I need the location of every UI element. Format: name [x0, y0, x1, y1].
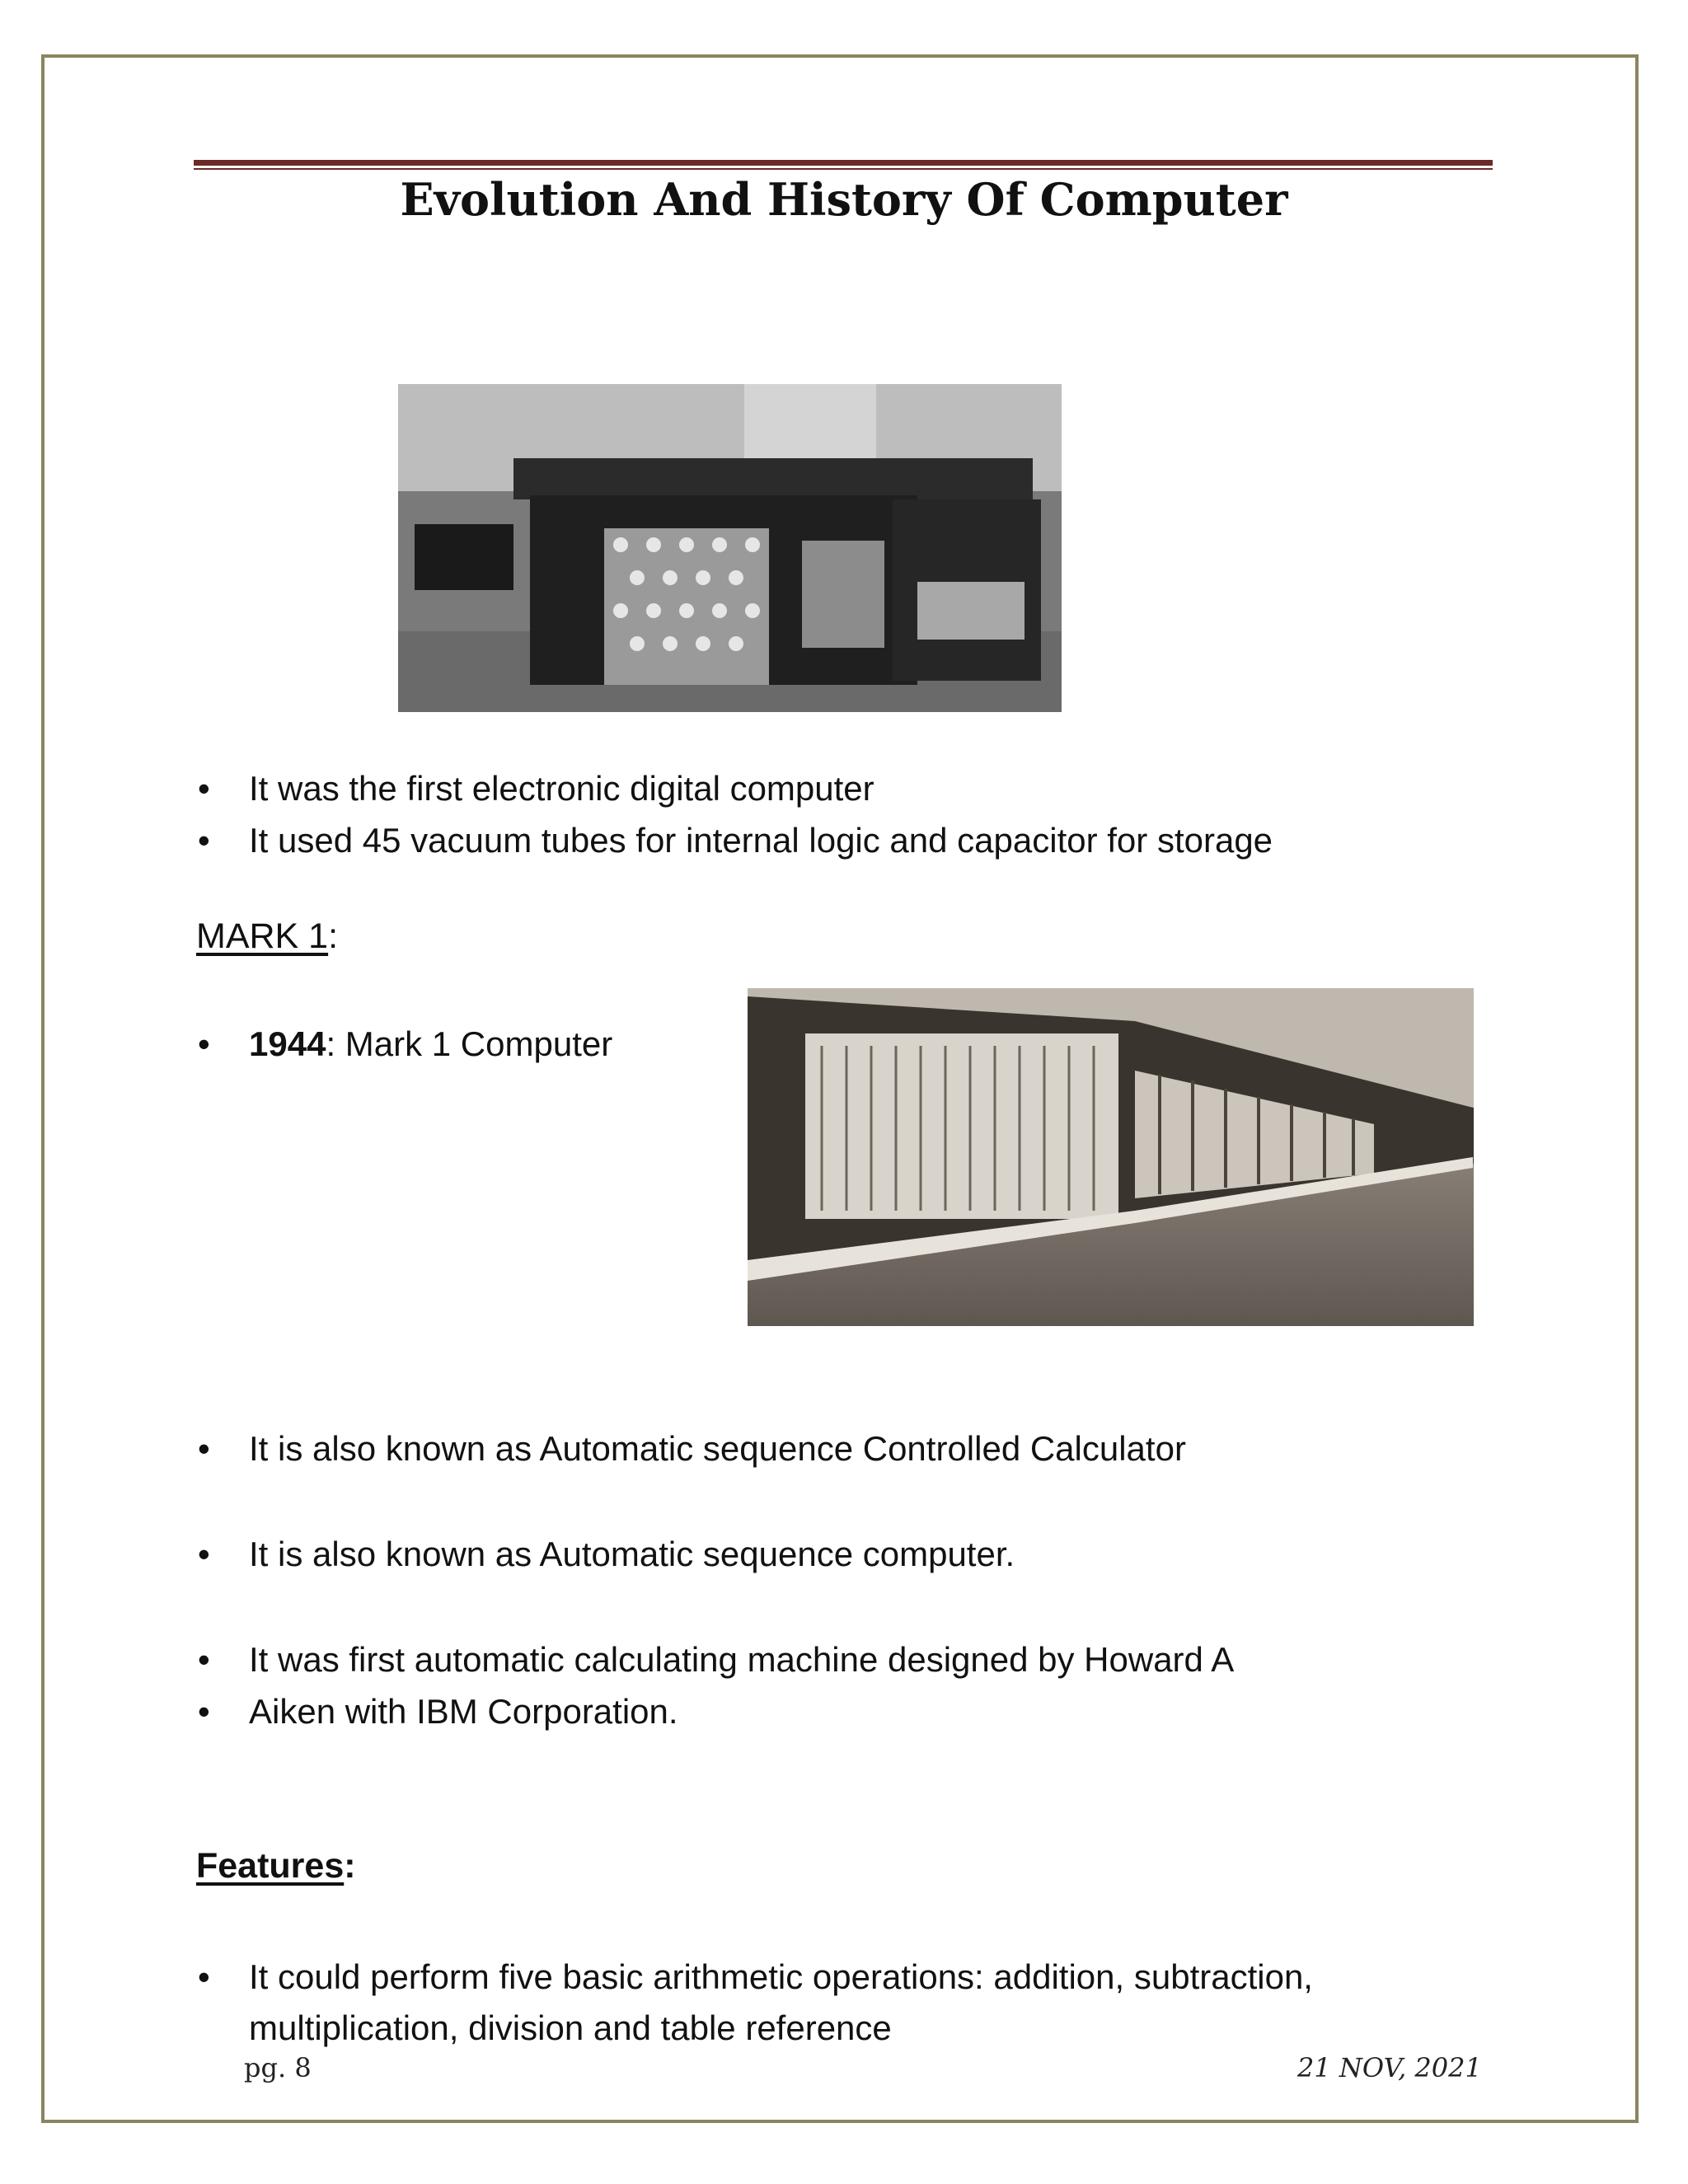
bullet-text: It used 45 vacuum tubes for internal logic and capacitor for storage — [249, 821, 1273, 860]
bullet-symbol: • — [198, 821, 210, 860]
bullet-text: It could perform five basic arithmetic operations: addition, subtraction, multiplication, division and table reference — [249, 1957, 1313, 2047]
bullet-text: Aiken with IBM Corporation. — [249, 1692, 678, 1731]
features-heading-colon: : — [344, 1846, 356, 1886]
abc-computer-photo — [398, 384, 1062, 712]
bullet-text: It is also known as Automatic sequence computer. — [249, 1535, 1015, 1573]
bullet-symbol: • — [198, 1535, 210, 1573]
mark1-computer-photo — [748, 988, 1474, 1326]
bullet-symbol: • — [198, 1692, 210, 1731]
mark1-year: 1944 — [249, 1024, 326, 1063]
bullet-symbol: • — [198, 1640, 210, 1679]
title-rule — [194, 160, 1493, 166]
bullet-text: It is also known as Automatic sequence Controlled Calculator — [249, 1429, 1186, 1468]
bullet-symbol: • — [198, 1429, 210, 1468]
page-number: pg. 8 — [244, 2052, 312, 2083]
page-title: Evolution And History Of Computer — [400, 173, 1288, 226]
features-heading-text: Features — [196, 1846, 345, 1886]
section-heading-mark1 — [196, 911, 338, 962]
bullet-symbol: • — [198, 1957, 210, 1996]
bullet-text — [249, 1019, 612, 1070]
mark1-heading-text: MARK 1 — [196, 916, 329, 956]
footer-date: 21 NOV, 2021 — [1297, 2052, 1482, 2083]
bullet-text: It was first automatic calculating machine designed by Howard A — [249, 1640, 1235, 1679]
mark1-year-desc: : Mark 1 Computer — [326, 1024, 613, 1063]
mark1-heading-colon: : — [328, 916, 339, 956]
bullet-symbol: • — [198, 769, 210, 808]
bullet-symbol: • — [198, 1024, 210, 1063]
title-rule-thin — [194, 168, 1493, 170]
section-heading-features — [196, 1840, 356, 1891]
bullet-text: It was the first electronic digital computer — [249, 769, 874, 808]
